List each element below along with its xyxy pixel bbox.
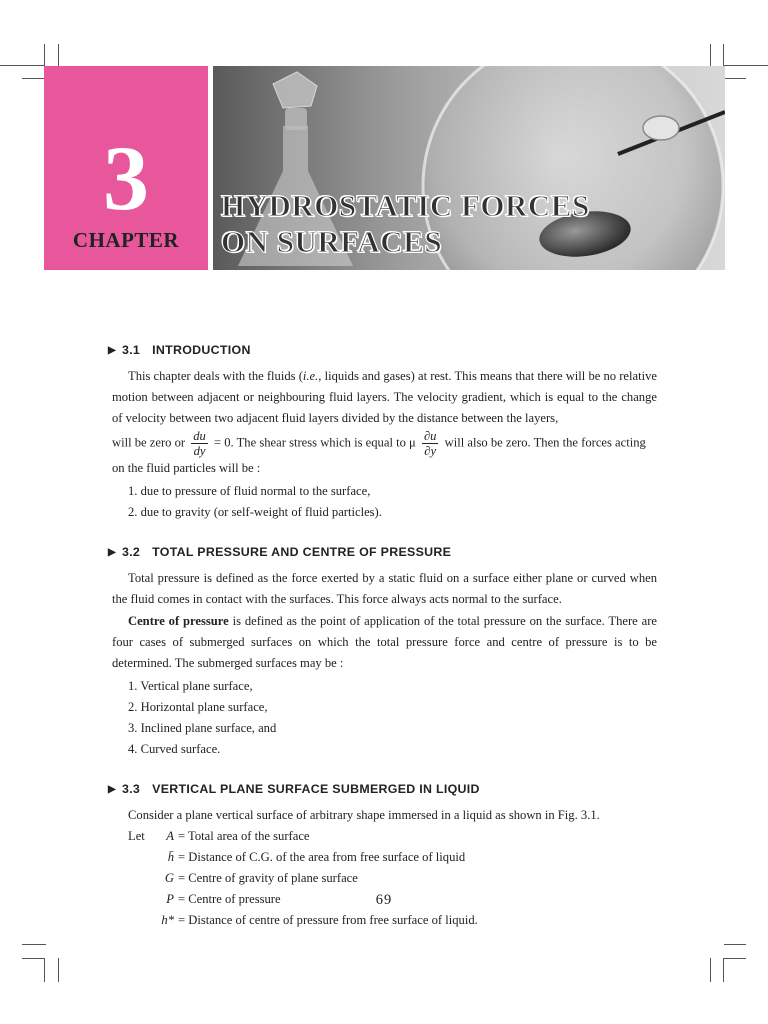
crop-mark [724,944,746,945]
page-content [108,340,657,931]
definition-row [128,910,657,931]
list-item: 1. due to pressure of fluid normal to the surface, [128,484,371,498]
definition-text: = Total area of the surface [178,829,310,843]
list-item: 3. Inclined plane surface, and [128,721,277,735]
crop-mark [22,78,44,79]
fraction-partial-u-y: $\frac{\partial u}{\partial y}$ [423,429,437,458]
definition-row [128,847,657,868]
definition-row [128,826,657,847]
symbol: P [166,892,174,906]
chapter-title-line-2: ON SURFACES [221,224,443,259]
chapter-number: 3 [103,127,149,229]
section-title: VERTICAL PLANE SURFACE SUBMERGED IN LIQUID [152,781,480,796]
list-item: 2. due to gravity (or self-weight of fluid particles). [128,505,382,519]
section-title: TOTAL PRESSURE AND CENTRE OF PRESSURE [152,544,452,559]
crop-mark [0,65,44,66]
fraction-du-dy: $\frac{du}{dy}$ [193,429,206,458]
list-item: 2. Horizontal plane surface, [128,700,268,714]
equation-line: will be zero or $\frac{du}{dy}$ = 0. The shear stress which is equal to μ $\frac{\partial u}{\partial y}$ will also be zero. Then the forces acting [112,429,646,458]
paragraph: Centre of pressure is defined as the point of application of the total pressure on the surface. There are four cases of submerged surfaces on which the total pressure force and centre of pressure is to be determined. The submerged surfaces may be : [112,614,657,670]
chapter-title-line-1: HYDROSTATIC FORCES [221,188,590,223]
section-title: INTRODUCTION [152,342,251,357]
definition-row [128,868,657,889]
symbol: G [164,871,174,885]
symbol: h̄ [167,850,174,864]
crop-mark [22,944,46,945]
section-number: 3.2 [122,544,141,559]
crop-mark [724,65,768,66]
section-heading-3-3 [108,779,657,799]
definition-text: = Distance of C.G. of the area from free surface of liquid [178,850,466,864]
page-number: 69 [375,892,393,908]
crop-mark [723,958,724,982]
let-label: Let [128,829,145,843]
section-heading-3-1 [108,340,657,360]
section-number: 3.3 [122,781,141,796]
paragraph: Total pressure is defined as the force exerted by a static fluid on a surface either plane or curved when the fluid comes in contact with the surfaces. This force always acts normal to the surface. [112,571,657,606]
crop-mark [724,78,746,79]
triangle-right-icon: ▶ [108,783,116,795]
definition-text: = Centre of gravity of plane surface [178,871,358,885]
crop-mark [44,958,45,982]
section-number: 3.1 [122,342,141,357]
chapter-label: CHAPTER [72,228,180,252]
chapter-title [221,188,590,260]
crop-mark [44,44,45,68]
triangle-right-icon: ▶ [108,344,116,356]
crop-mark [723,44,724,68]
paragraph: on the fluid particles will be : [112,461,261,475]
definition-text: = Distance of centre of pressure from free surface of liquid. [178,913,478,927]
crop-mark [724,958,746,959]
crop-mark [58,958,59,982]
crop-mark [22,958,44,959]
chapter-box [44,66,208,270]
list-item: 1. Vertical plane surface, [128,679,253,693]
definition-list [128,826,657,931]
triangle-right-icon: ▶ [108,546,116,558]
crop-mark [710,958,711,982]
list-item: 4. Curved surface. [128,742,221,756]
paragraph: Consider a plane vertical surface of arbitrary shape immersed in a liquid as shown in Fig. 3.1. [128,808,600,822]
symbol: A [166,829,174,843]
section-heading-3-2 [108,542,657,562]
symbol: h* [161,913,174,927]
paragraph: This chapter deals with the fluids (i.e., liquids and gases) at rest. This means that there will be no relative motion between adjacent or neighbouring fluid layers. The velocity gradient, which is equal to the change of velocity between two adjacent fluid layers divided by the distance between the layers, [112,369,657,425]
definition-text: = Centre of pressure [178,892,281,906]
